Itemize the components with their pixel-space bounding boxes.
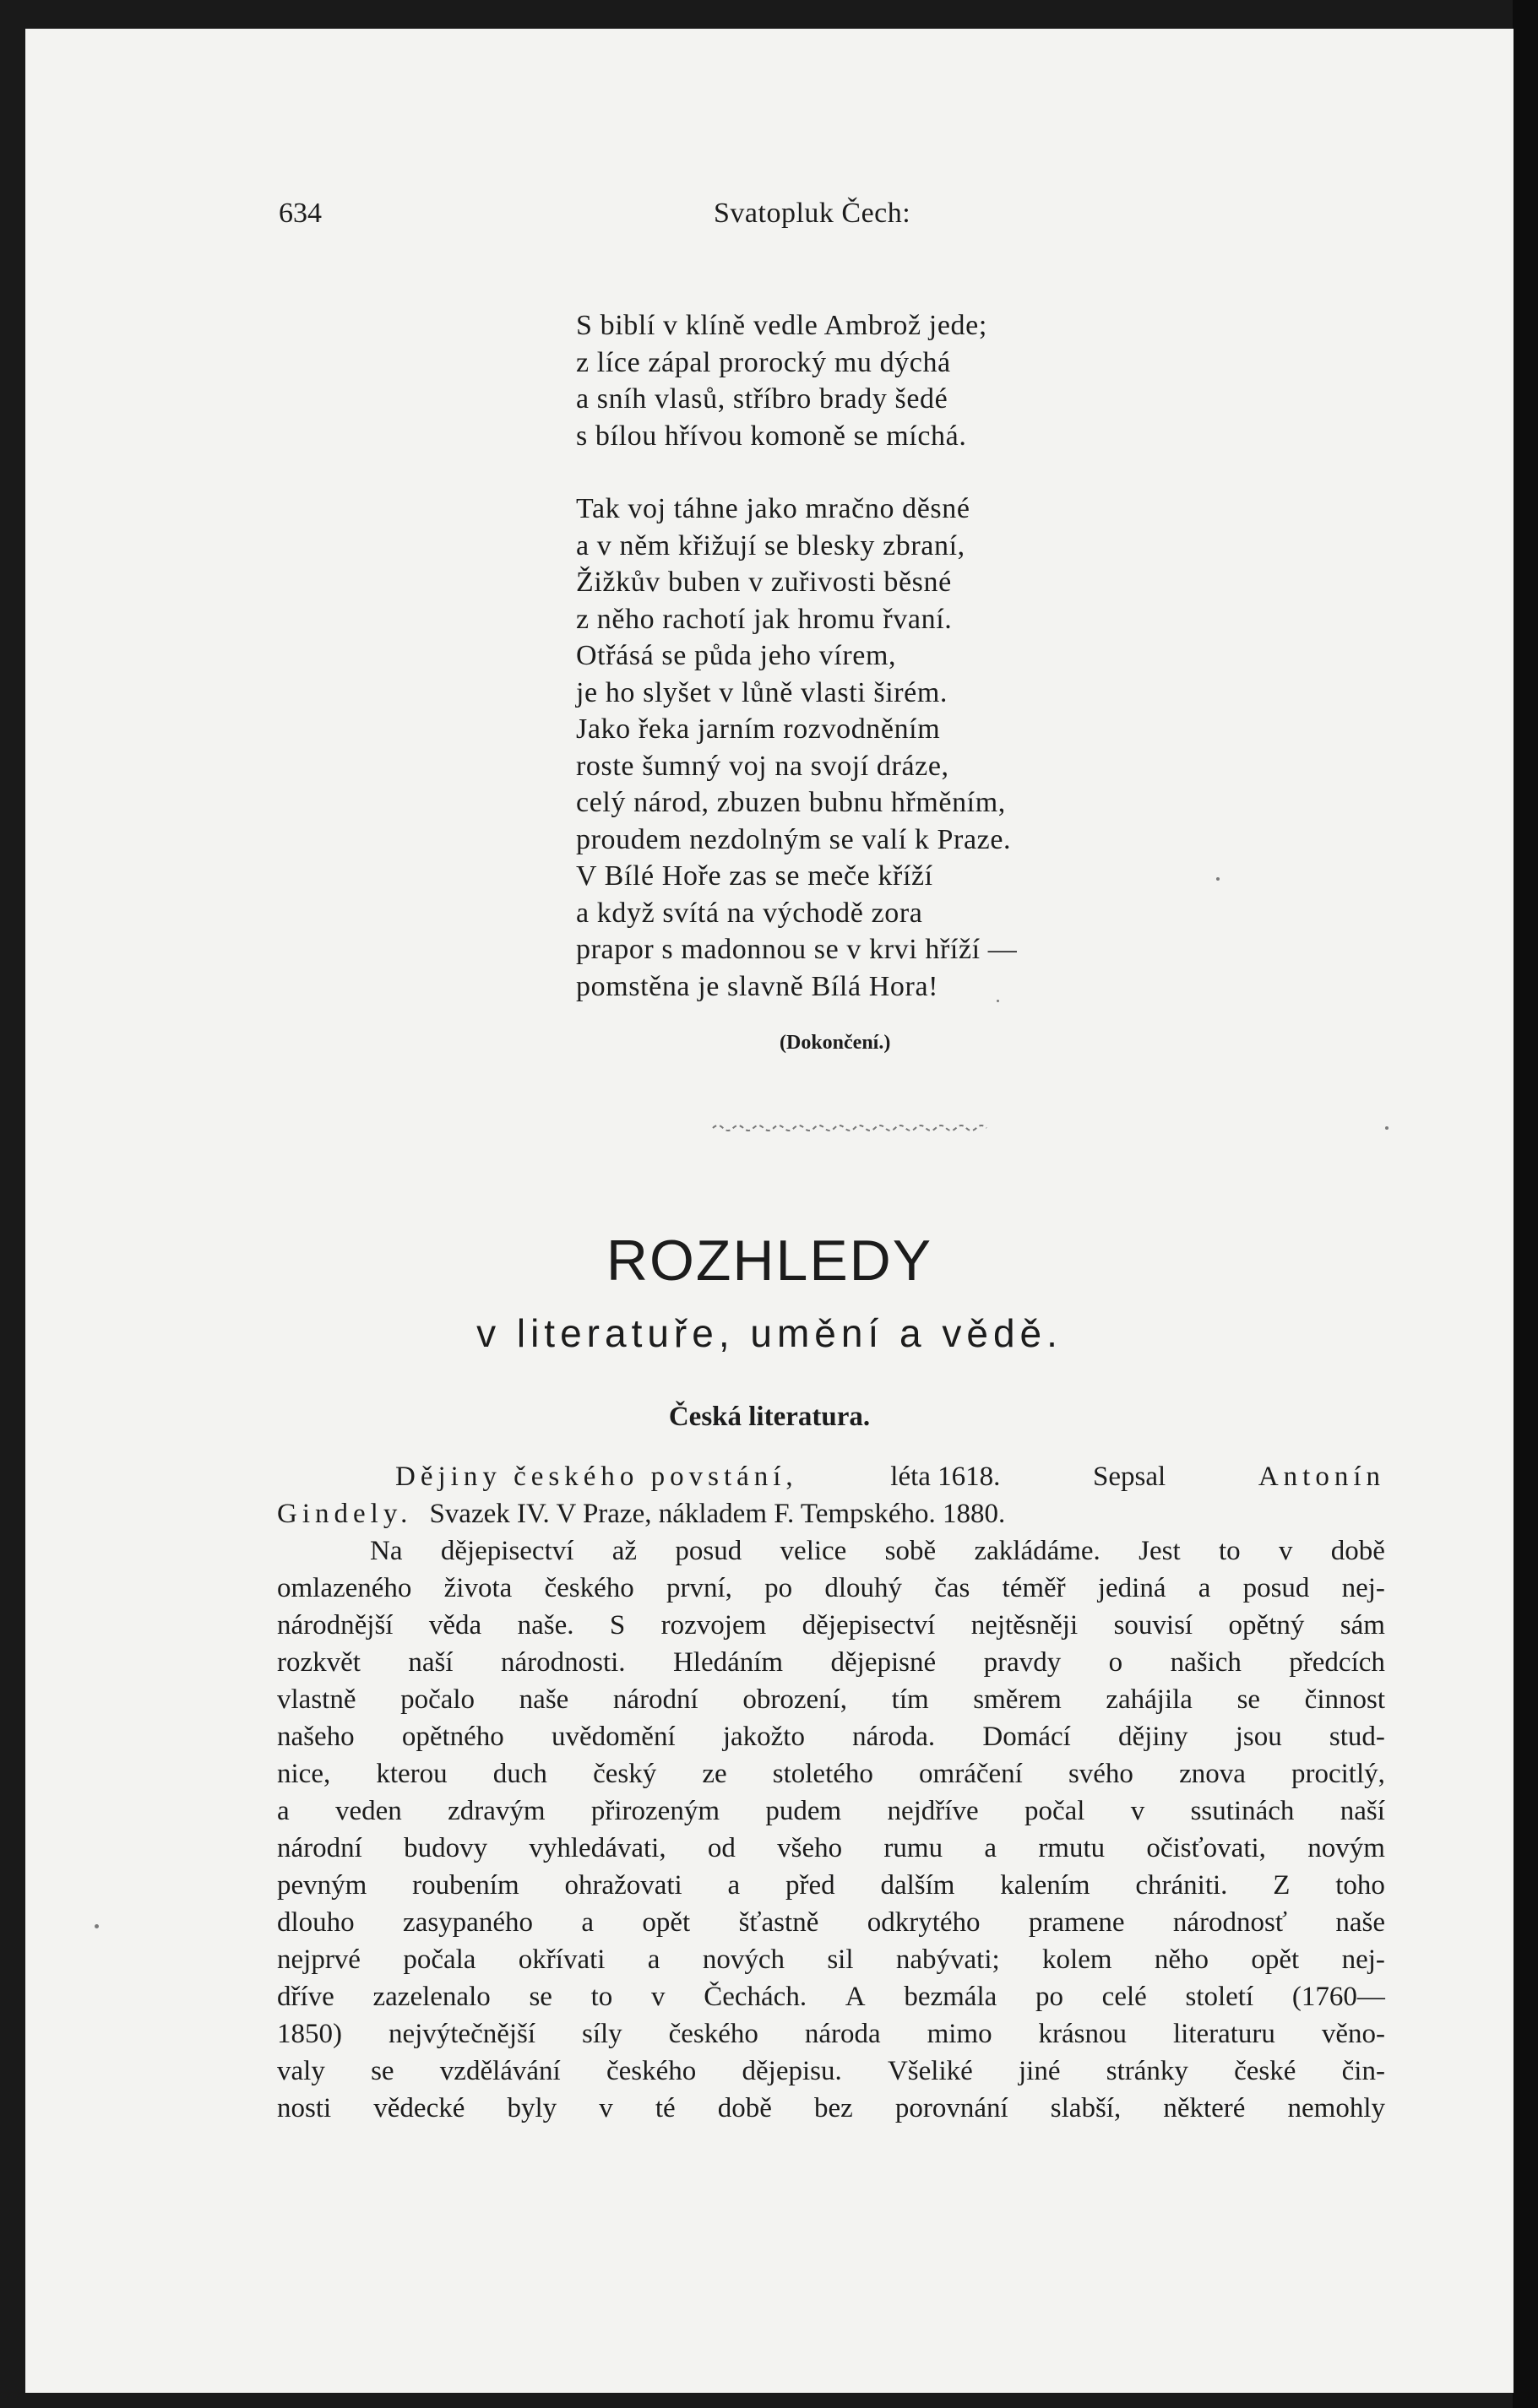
word: bez bbox=[814, 2093, 853, 2123]
word: národnější bbox=[277, 1610, 394, 1641]
word: sil bbox=[827, 1944, 854, 1975]
word: stud- bbox=[1329, 1722, 1385, 1752]
book-sepsal: Sepsal bbox=[1093, 1462, 1166, 1492]
word: Jest bbox=[1139, 1536, 1181, 1566]
word: slabší, bbox=[1050, 2093, 1122, 2123]
article-line bbox=[277, 1644, 1385, 1681]
word: literaturu bbox=[1172, 2019, 1275, 2049]
word: stoletého bbox=[772, 1759, 873, 1789]
word: svého bbox=[1068, 1759, 1133, 1789]
article-line bbox=[277, 1532, 1385, 1570]
word: novým bbox=[1307, 1833, 1385, 1863]
word: dějepisné bbox=[830, 1647, 937, 1678]
word: pramene bbox=[1028, 1907, 1125, 1938]
article-line bbox=[277, 2090, 1385, 2127]
poem-line: a sníh vlasů, stříbro brady šedé bbox=[576, 383, 948, 415]
article-line bbox=[277, 1755, 1385, 1792]
word: síly bbox=[581, 2019, 622, 2049]
word: kolem bbox=[1042, 1944, 1112, 1975]
word: dějiny bbox=[1118, 1722, 1188, 1752]
subsection-heading: Česká literatura. bbox=[668, 1402, 871, 1432]
word: nej- bbox=[1341, 1573, 1385, 1603]
word: české bbox=[1234, 2056, 1296, 2086]
word: době bbox=[1330, 1536, 1385, 1566]
word: národnosti. bbox=[500, 1647, 626, 1678]
word: něho bbox=[1154, 1944, 1209, 1975]
poem-line: roste šumný voj na svojí dráze, bbox=[576, 750, 949, 782]
article-line bbox=[277, 1904, 1385, 1941]
word: a bbox=[984, 1833, 997, 1863]
word: počal bbox=[1024, 1796, 1085, 1826]
word: v bbox=[1278, 1536, 1293, 1566]
word: opět bbox=[642, 1907, 691, 1938]
word: dějepisectví bbox=[440, 1536, 574, 1566]
poem-line: je ho slyšet v lůně vlasti širém. bbox=[576, 676, 948, 708]
word: naší bbox=[1340, 1796, 1385, 1826]
ornament-divider-icon bbox=[711, 1116, 995, 1136]
poem-line: prapor s madonnou se v krvi hříží — bbox=[576, 934, 1018, 965]
article-line bbox=[277, 1867, 1385, 1904]
book-title: Dějiny českého povstání, bbox=[395, 1462, 798, 1492]
word: té bbox=[655, 2093, 676, 2123]
poem-line: S biblí v klíně vedle Ambrož jede; bbox=[576, 310, 987, 341]
book-citation-line bbox=[277, 1495, 1385, 1532]
word: sám bbox=[1340, 1610, 1385, 1641]
word: valy bbox=[277, 2056, 325, 2086]
word: odkrytého bbox=[867, 1907, 981, 1938]
word: ssutinách bbox=[1190, 1796, 1295, 1826]
poem-line: proudem nezdolným se valí k Praze. bbox=[576, 823, 1012, 855]
word: stránky bbox=[1106, 2056, 1188, 2086]
poem-line: s bílou hřívou komoně se míchá. bbox=[576, 420, 967, 452]
word: nice, bbox=[277, 1759, 331, 1789]
word: národa bbox=[804, 2019, 881, 2049]
poem-line: Otřásá se půda jeho vírem, bbox=[576, 640, 897, 671]
poem-line: pomstěna je slavně Bílá Hora! bbox=[576, 970, 939, 1002]
poem bbox=[576, 307, 1218, 1005]
word: budovy bbox=[404, 1833, 488, 1863]
word: nejvýtečnější bbox=[388, 2019, 536, 2049]
word: zdravým bbox=[448, 1796, 546, 1826]
word: velice bbox=[780, 1536, 847, 1566]
word: dlouho bbox=[277, 1907, 355, 1938]
word: kalením bbox=[1000, 1870, 1090, 1901]
running-head: Svatopluk Čech: bbox=[714, 198, 911, 229]
word: ze bbox=[702, 1759, 727, 1789]
poem-line: Žižkův buben v zuřivosti běsné bbox=[576, 567, 952, 598]
word: českého bbox=[606, 2056, 697, 2086]
word: obrození, bbox=[742, 1684, 848, 1715]
poem-stanza bbox=[576, 307, 1218, 454]
article-line bbox=[277, 1792, 1385, 1830]
poem-line: z něho rachotí jak hromu řvaní. bbox=[576, 603, 953, 635]
word: života bbox=[443, 1573, 513, 1603]
word: opětného bbox=[401, 1722, 504, 1752]
word: nových bbox=[702, 1944, 785, 1975]
word: tím bbox=[891, 1684, 929, 1715]
word: přirozeným bbox=[590, 1796, 720, 1826]
word: naše. bbox=[517, 1610, 574, 1641]
scan-speck bbox=[95, 1924, 99, 1928]
word: (1760— bbox=[1291, 1982, 1385, 2012]
word: český bbox=[593, 1759, 657, 1789]
word: duch bbox=[492, 1759, 547, 1789]
word: šťastně bbox=[738, 1907, 819, 1938]
word: vzdělávání bbox=[439, 2056, 561, 2086]
word: dříve bbox=[277, 1982, 334, 2012]
word: bezmála bbox=[904, 1982, 997, 2012]
word: naše bbox=[519, 1684, 569, 1715]
word: v bbox=[1130, 1796, 1145, 1826]
word: opětný bbox=[1228, 1610, 1305, 1641]
word: roubením bbox=[412, 1870, 519, 1901]
word: po bbox=[1035, 1982, 1063, 2012]
word: a bbox=[647, 1944, 660, 1975]
word: století bbox=[1185, 1982, 1254, 2012]
word: dějepisu. bbox=[742, 2056, 842, 2086]
book-citation-line bbox=[277, 1458, 1385, 1495]
word: vědecké bbox=[373, 2093, 465, 2123]
word: národní bbox=[277, 1833, 362, 1863]
word: pevným bbox=[277, 1870, 367, 1901]
word: znova bbox=[1179, 1759, 1246, 1789]
word: procitlý, bbox=[1291, 1759, 1385, 1789]
scan-speck bbox=[1385, 1126, 1389, 1130]
word: vlastně bbox=[277, 1684, 356, 1715]
word: našich bbox=[1170, 1647, 1242, 1678]
word: se bbox=[529, 1982, 552, 2012]
word: zazelenalo bbox=[372, 1982, 491, 2012]
word: souvisí bbox=[1113, 1610, 1193, 1641]
book-author-first: Antonín bbox=[1258, 1462, 1385, 1492]
word: směrem bbox=[973, 1684, 1062, 1715]
article-line bbox=[277, 2053, 1385, 2090]
word: posud bbox=[1242, 1573, 1310, 1603]
word: předcích bbox=[1289, 1647, 1385, 1678]
article-body bbox=[277, 1458, 1385, 2127]
word: byly bbox=[507, 2093, 557, 2123]
page-header bbox=[25, 198, 1514, 248]
word: jsou bbox=[1235, 1722, 1282, 1752]
word: čas bbox=[934, 1573, 970, 1603]
word: nejprvé bbox=[277, 1944, 361, 1975]
word: jakožto bbox=[722, 1722, 805, 1752]
word: nemohly bbox=[1287, 2093, 1385, 2123]
word: ohražovati bbox=[564, 1870, 682, 1901]
section-title: ROZHLEDY bbox=[606, 1228, 933, 1293]
word: chrániti. bbox=[1135, 1870, 1228, 1901]
word: národa. bbox=[852, 1722, 936, 1752]
word: v bbox=[651, 1982, 666, 2012]
word: krásnou bbox=[1038, 2019, 1128, 2049]
word: to bbox=[1218, 1536, 1241, 1566]
word: jediná bbox=[1097, 1573, 1166, 1603]
word: českého bbox=[668, 2019, 758, 2049]
word: zakládáme. bbox=[974, 1536, 1101, 1566]
word: 1850) bbox=[277, 2019, 342, 2049]
word: téměř bbox=[1002, 1573, 1066, 1603]
article-line bbox=[277, 1718, 1385, 1755]
scan-speck bbox=[997, 1000, 999, 1002]
book-author-last: Gindely. bbox=[277, 1499, 413, 1529]
word: po bbox=[764, 1573, 793, 1603]
poem-line: z líce zápal prorocký mu dýchá bbox=[576, 346, 951, 378]
word: a bbox=[1198, 1573, 1211, 1603]
word: posud bbox=[675, 1536, 742, 1566]
article-line bbox=[277, 1941, 1385, 1978]
book-years: léta 1618. bbox=[890, 1462, 1001, 1492]
word: vyhledávati, bbox=[529, 1833, 666, 1863]
word: počala bbox=[403, 1944, 476, 1975]
poem-line: V Bílé Hoře zas se meče kříží bbox=[576, 860, 933, 892]
word: se bbox=[371, 2056, 394, 2086]
word: to bbox=[590, 1982, 613, 2012]
word: S bbox=[609, 1610, 626, 1641]
word: mimo bbox=[927, 2019, 992, 2049]
word: sobě bbox=[884, 1536, 937, 1566]
word: rozvojem bbox=[660, 1610, 767, 1641]
word: rumu bbox=[883, 1833, 943, 1863]
article-line bbox=[277, 1978, 1385, 2015]
scan-border bbox=[1513, 0, 1538, 2408]
word: věno- bbox=[1321, 2019, 1385, 2049]
word: až bbox=[611, 1536, 638, 1566]
word: počalo bbox=[400, 1684, 476, 1715]
word: některé bbox=[1163, 2093, 1246, 2123]
word: od bbox=[707, 1833, 736, 1863]
word: očisťovati, bbox=[1146, 1833, 1266, 1863]
word: nosti bbox=[277, 2093, 332, 2123]
word: nejtěsněji bbox=[970, 1610, 1079, 1641]
poem-line: Tak voj táhne jako mračno děsné bbox=[576, 493, 970, 524]
word: o bbox=[1108, 1647, 1123, 1678]
word: Z bbox=[1273, 1870, 1291, 1901]
word: toho bbox=[1335, 1870, 1385, 1901]
word: omlazeného bbox=[277, 1573, 412, 1603]
word: čin- bbox=[1341, 2056, 1385, 2086]
scan-speck bbox=[1216, 877, 1220, 881]
word: době bbox=[717, 2093, 772, 2123]
article-line bbox=[277, 1570, 1385, 1607]
word: A bbox=[845, 1982, 866, 2012]
word: českého bbox=[544, 1573, 634, 1603]
word: pravdy bbox=[983, 1647, 1062, 1678]
word: naše bbox=[1335, 1907, 1385, 1938]
poem-line: Jako řeka jarním rozvodněním bbox=[576, 713, 941, 745]
word: porovnání bbox=[894, 2093, 1008, 2123]
word: opět bbox=[1251, 1944, 1300, 1975]
page-number: 634 bbox=[279, 198, 322, 229]
word: Na bbox=[370, 1536, 403, 1566]
word: dějepisectví bbox=[802, 1610, 936, 1641]
word: v bbox=[599, 2093, 613, 2123]
word: celé bbox=[1101, 1982, 1147, 2012]
book-page bbox=[25, 29, 1514, 2393]
poem-line: a v něm křižují se blesky zbraní, bbox=[576, 529, 965, 561]
word: národnosť bbox=[1172, 1907, 1287, 1938]
word: zahájila bbox=[1106, 1684, 1193, 1715]
word: se bbox=[1236, 1684, 1261, 1715]
word: okřívati bbox=[518, 1944, 606, 1975]
word: dalším bbox=[880, 1870, 955, 1901]
word: věda bbox=[428, 1610, 482, 1641]
word: první, bbox=[666, 1573, 732, 1603]
word: rozkvět bbox=[277, 1647, 361, 1678]
word: dlouhý bbox=[824, 1573, 902, 1603]
poem-end-note: (Dokončení.) bbox=[780, 1032, 891, 1054]
word: pudem bbox=[765, 1796, 842, 1826]
word: Všeliké bbox=[887, 2056, 973, 2086]
word: rmutu bbox=[1038, 1833, 1106, 1863]
section-subtitle: v literatuře, umění a vědě. bbox=[476, 1311, 1062, 1355]
article-line bbox=[277, 1607, 1385, 1644]
word: Domácí bbox=[982, 1722, 1071, 1752]
article-line bbox=[277, 1681, 1385, 1718]
word: Čechách. bbox=[704, 1982, 807, 2012]
word: a bbox=[581, 1907, 595, 1938]
word: našeho bbox=[277, 1722, 355, 1752]
word: nej- bbox=[1341, 1944, 1385, 1975]
poem-line: celý národ, zbuzen bubnu hřměním, bbox=[576, 787, 1006, 818]
article-line bbox=[277, 1830, 1385, 1867]
word: nabývati; bbox=[895, 1944, 1000, 1975]
word: před bbox=[785, 1870, 835, 1901]
poem-line: a když svítá na východě zora bbox=[576, 897, 923, 929]
word: zasypaného bbox=[403, 1907, 533, 1938]
word: omráčení bbox=[919, 1759, 1023, 1789]
word: naší bbox=[408, 1647, 454, 1678]
word: činnost bbox=[1304, 1684, 1385, 1715]
word: Hledáním bbox=[672, 1647, 784, 1678]
word: uvědomění bbox=[551, 1722, 676, 1752]
poem-stanza bbox=[576, 491, 1218, 1005]
word: všeho bbox=[777, 1833, 843, 1863]
word: a bbox=[727, 1870, 741, 1901]
book-details: Svazek IV. V Praze, nákladem F. Tempského. 1880. bbox=[429, 1499, 1006, 1529]
word: nejdříve bbox=[887, 1796, 979, 1826]
word: a bbox=[277, 1796, 290, 1826]
word: národní bbox=[612, 1684, 698, 1715]
word: veden bbox=[334, 1796, 402, 1826]
word: kterou bbox=[376, 1759, 448, 1789]
article-line bbox=[277, 2015, 1385, 2053]
word: jiné bbox=[1019, 2056, 1061, 2086]
